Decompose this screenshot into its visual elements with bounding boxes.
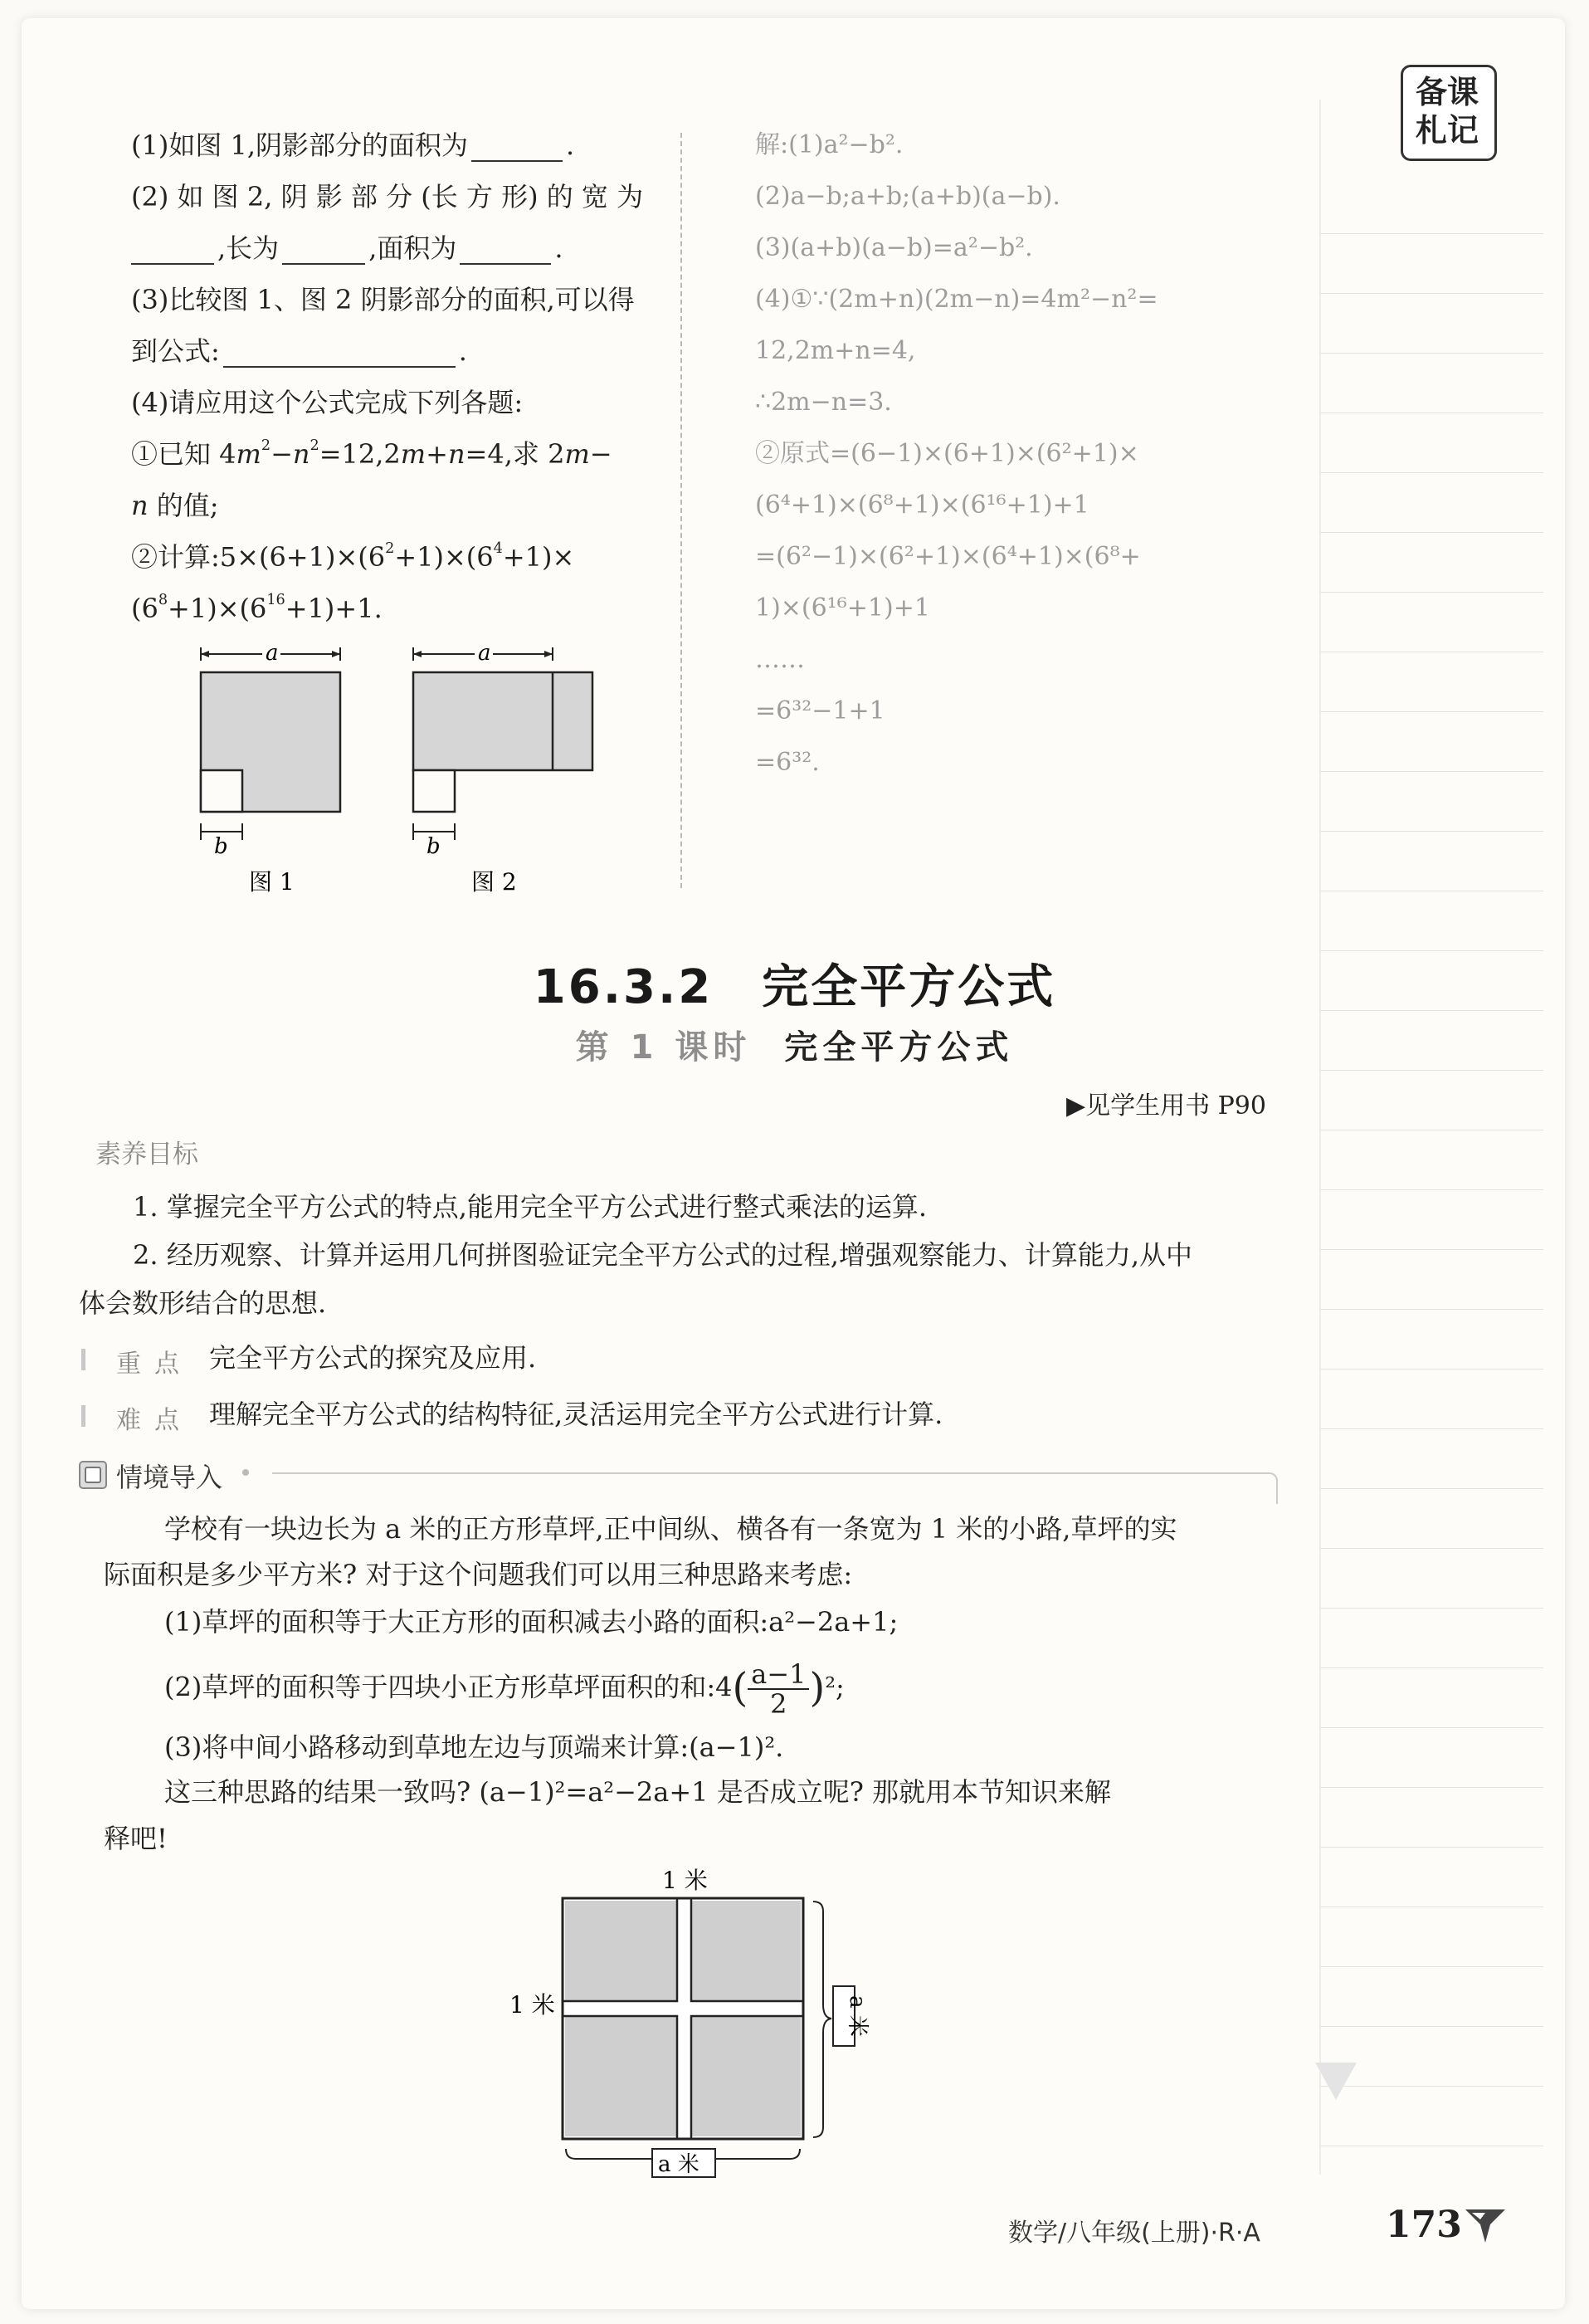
goal-2-line1: 2. 经历观察、计算并运用几何拼图验证完全平方公式的过程,增强观察能力、计算能力,从中 xyxy=(133,1239,1193,1271)
idea-3: (3)将中间小路移动到草地左边与顶端来计算:(a−1)². xyxy=(164,1731,784,1763)
figure-1 xyxy=(201,641,340,896)
goal-1: 1. 掌握完全平方公式的特点,能用完全平方公式进行整式乘法的运算. xyxy=(133,1191,928,1223)
lawn-plot xyxy=(691,2016,801,2136)
key-point-text: 完全平方公式的探究及应用. xyxy=(209,1342,537,1374)
answer-line: …… xyxy=(755,645,805,674)
idea-1: (1)草坪的面积等于大正方形的面积减去小路的面积:a²−2a+1; xyxy=(164,1606,899,1638)
answer-line: ∴2m−n=3. xyxy=(755,388,892,417)
lawn-plot xyxy=(691,1901,801,2001)
page-number: 173 xyxy=(1386,2204,1462,2246)
answer-line: (6⁴+1)×(6⁸+1)×(6¹⁶+1)+1 xyxy=(755,491,1089,520)
notes-ruled-lines xyxy=(1319,174,1543,2166)
answer-line: ②原式=(6−1)×(6+1)×(6²+1)× xyxy=(755,439,1139,468)
intro-paragraph-2b: 释吧! xyxy=(104,1823,168,1854)
question-4-1-line2: n 的值; xyxy=(131,490,219,521)
answer-line: (4)①∵(2m+n)(2m−n)=4m²−n²= xyxy=(755,285,1158,314)
page-arrow-icon xyxy=(1460,2200,1510,2249)
goal-2-line2: 体会数形结合的思想. xyxy=(79,1287,327,1319)
intro-heading-dot xyxy=(242,1469,249,1476)
key-point-marker xyxy=(81,1349,85,1370)
goals-heading: 素养目标 xyxy=(95,1140,198,1169)
footer-book: 数学/八年级(上册)·R·A xyxy=(1008,2219,1260,2248)
lesson-prefix: 第 1 课时 xyxy=(575,1028,752,1067)
lawn-left-label: 1 米 xyxy=(509,1991,555,2019)
corner-mark-icon xyxy=(1311,2058,1361,2108)
answer-line: (2)a−b;a+b;(a+b)(a−b). xyxy=(755,182,1060,211)
intro-paragraph-1b: 际面积是多少平方米? 对于这个问题我们可以用三种思路来考虑: xyxy=(104,1559,853,1590)
lawn-right-label: a 米 xyxy=(845,1995,870,2037)
lawn-plot xyxy=(565,1901,677,2001)
question-1: (1)如图 1,阴影部分的面积为 . xyxy=(131,129,575,161)
section-title: 16.3.2 完全平方公式 xyxy=(533,960,1056,1014)
answer-line: =6³²−1+1 xyxy=(755,696,885,725)
fraction: $\frac{a-1}{2}$ xyxy=(748,1660,809,1718)
fig2-label-a: a xyxy=(478,641,491,666)
intro-heading: 情境导入 xyxy=(116,1462,223,1493)
fig1-label-b: b xyxy=(214,834,228,859)
fig1-caption: 图 1 xyxy=(249,868,295,896)
column-divider xyxy=(680,133,682,888)
difficulty-text: 理解完全平方公式的结构特征,灵活运用完全平方公式进行计算. xyxy=(209,1399,943,1430)
lawn-top-label: 1 米 xyxy=(662,1867,708,1894)
lesson-name: 完全平方公式 xyxy=(784,1028,1014,1067)
fig1-label-a: a xyxy=(266,641,279,666)
difficulty-label: 难点 xyxy=(116,1406,193,1435)
fig2-caption: 图 2 xyxy=(471,868,517,896)
answer-line: =6³². xyxy=(755,748,820,777)
intro-icon-inner xyxy=(85,1467,101,1483)
question-3-line1: (3)比较图 1、图 2 阴影部分的面积,可以得 xyxy=(131,284,635,315)
question-4-2-line1: ②计算$:5\times(6+1)\times(6^2+1)\times(6^4+1)\times$ xyxy=(131,540,575,573)
see-student-book-link[interactable]: ▶见学生用书 P90 xyxy=(1066,1091,1266,1120)
answer-line: 1)×(6¹⁶+1)+1 xyxy=(755,593,930,622)
idea-2: (2)草坪的面积等于四块小正方形草坪面积的和:4( $\frac{a-1}{2}$ )²; xyxy=(164,1658,845,1720)
lawn-bottom-label: a 米 xyxy=(658,2152,699,2177)
question-2-line2: ,长为 ,面积为 . xyxy=(131,232,679,265)
answer-line: 解:(1)a²−b². xyxy=(755,130,904,159)
question-4-1-line1: ①已知 $4m^2-n^2=12,2m+n=4$,求 2m− xyxy=(131,437,612,470)
corner-badge-text: 备课札记 xyxy=(1415,74,1479,149)
question-3-line2: 到公式: . xyxy=(131,335,467,367)
figure-2 xyxy=(413,641,592,896)
fig2-label-b: b xyxy=(426,834,441,859)
lesson-title xyxy=(0,1021,1589,1068)
lawn-plot xyxy=(565,2016,677,2136)
intro-paragraph-2a: 这三种思路的结果一致吗? (a−1)²=a²−2a+1 是否成立呢? 那就用本节知识来解 xyxy=(164,1776,1112,1808)
intro-heading-rule xyxy=(272,1472,1268,1474)
intro-paragraph-1a: 学校有一块边长为 a 米的正方形草坪,正中间纵、横各有一条宽为 1 米的小路,草坪的实 xyxy=(164,1513,1177,1545)
answer-line: 12,2m+n=4, xyxy=(755,336,916,365)
key-point-label: 重点 xyxy=(116,1350,193,1379)
question-4: (4)请应用这个公式完成下列各题: xyxy=(131,387,524,418)
intro-heading-bracket xyxy=(1268,1472,1278,1504)
area-figures xyxy=(183,639,614,905)
answer-line: (3)(a+b)(a−b)=a²−b². xyxy=(755,233,1033,262)
answer-line: =(6²−1)×(6²+1)×(6⁴+1)×(6⁸+ xyxy=(755,542,1141,571)
lawn-figure xyxy=(498,1863,880,2179)
difficulty-marker xyxy=(81,1405,85,1427)
question-2-line1: (2) 如 图 2, 阴 影 部 分 (长 方 形) 的 宽 为 xyxy=(131,181,644,212)
question-4-2-line2: $(6^8+1)\times(6^{16}+1)+1$. xyxy=(131,592,383,624)
